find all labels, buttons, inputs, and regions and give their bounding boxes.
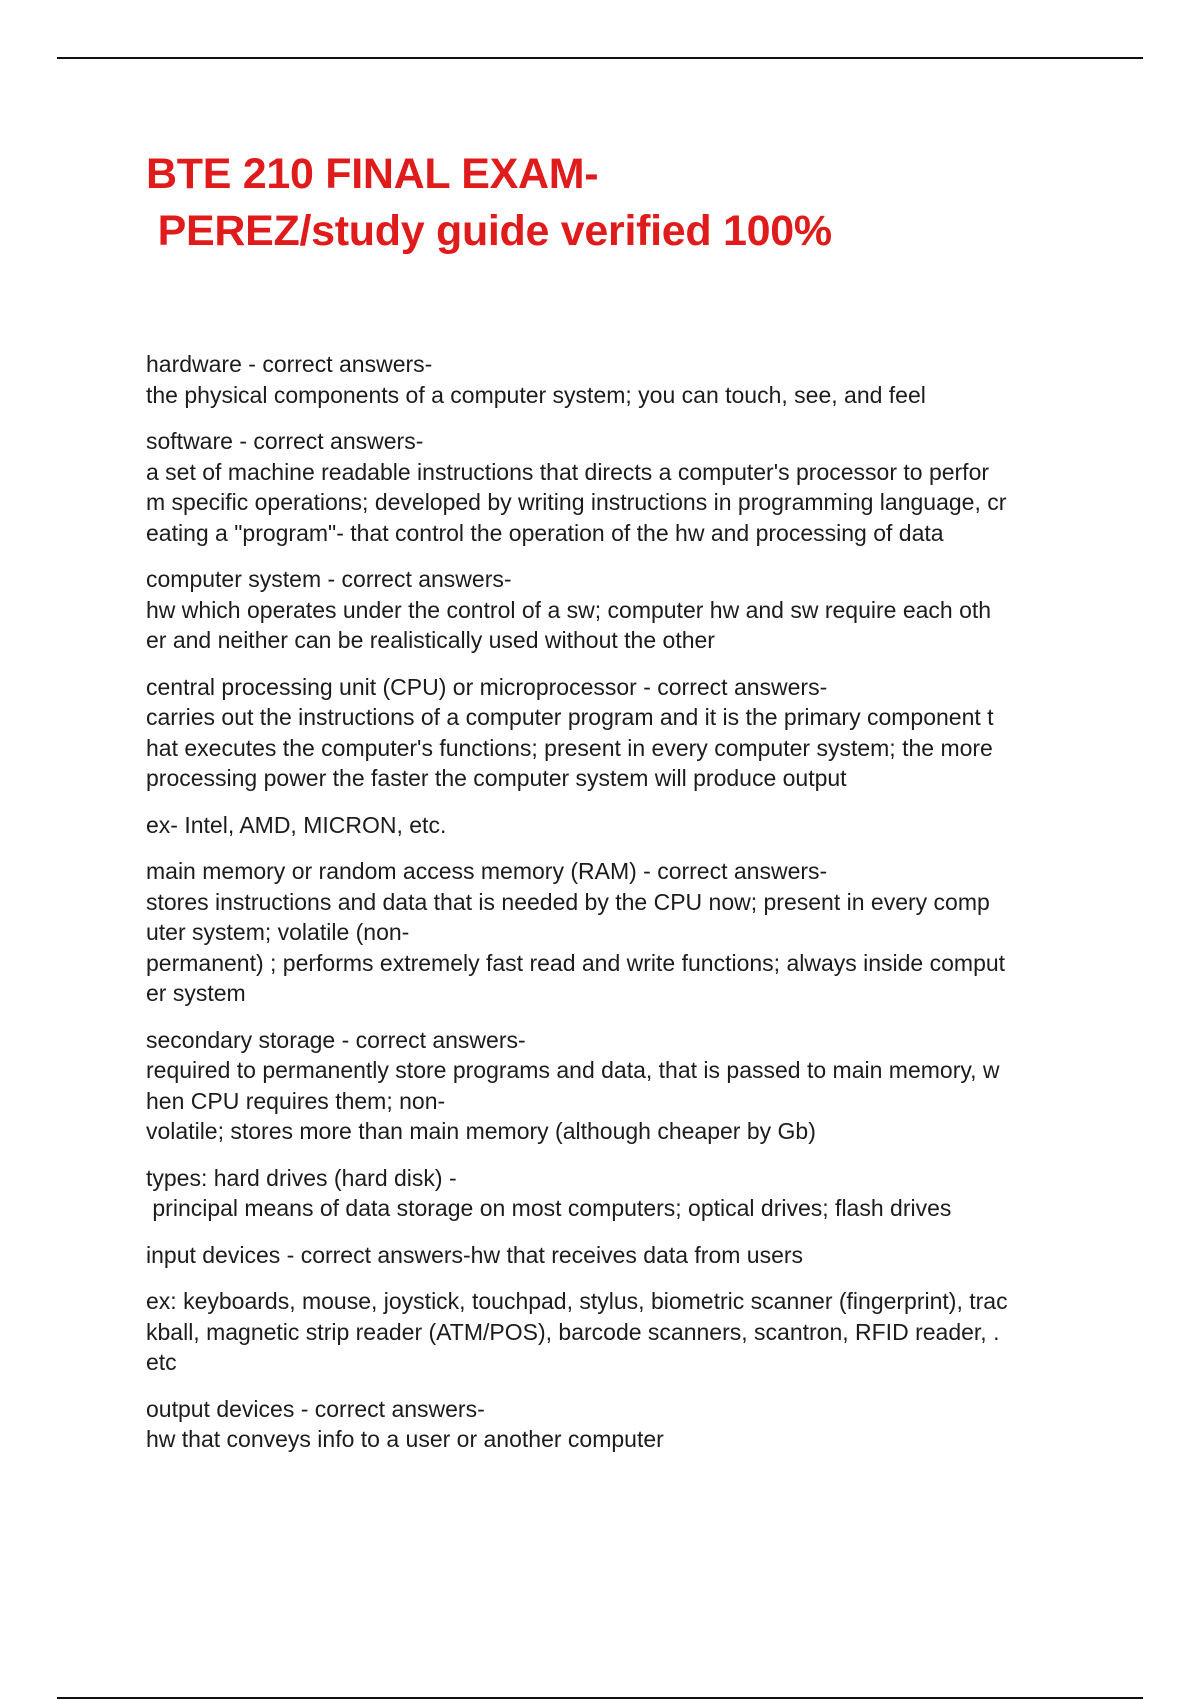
text-line: carries out the instructions of a computer program and it is the primary component t <box>146 704 994 730</box>
text-line: m specific operations; developed by writing instructions in programming language, cr <box>146 489 1007 515</box>
text-line: input devices - correct answers-hw that receives data from users <box>146 1241 804 1268</box>
text-line: uter system; volatile (non- <box>146 919 410 945</box>
entry-hardware <box>146 349 1086 410</box>
entry-main-memory <box>146 856 1086 1009</box>
text-line: processing power the faster the computer system will produce output <box>146 765 847 791</box>
bottom-divider <box>57 1697 1143 1699</box>
title-line-2: PEREZ/study guide verified 100% <box>146 207 832 255</box>
study-guide-body <box>146 349 1086 1471</box>
text-line: stores instructions and data that is needed by the CPU now; present in every comp <box>146 888 990 915</box>
text-line: ex: keyboards, mouse, joystick, touchpad, stylus, biometric scanner (fingerprint), trac <box>146 1288 1008 1314</box>
text-line: er system <box>146 980 246 1006</box>
text-line: etc <box>146 1349 177 1375</box>
entry-computer-system <box>146 564 1086 656</box>
entry-cpu <box>146 672 1086 794</box>
text-line: types: hard drives (hard disk) - <box>146 1164 457 1191</box>
text-line: kball, magnetic strip reader (ATM/POS), barcode scanners, scantron, RFID reader, . <box>146 1318 1000 1345</box>
text-line: hw which operates under the control of a sw; computer hw and sw require each oth <box>146 596 992 623</box>
entry-input-examples <box>146 1286 1086 1378</box>
title-line-1: BTE 210 FINAL EXAM- <box>146 150 599 198</box>
text-line: central processing unit (CPU) or microprocessor - correct answers- <box>146 673 828 700</box>
document-title <box>146 146 832 260</box>
entry-cpu-examples <box>146 810 1086 841</box>
entry-output-devices <box>146 1394 1086 1455</box>
text-line: a set of machine readable instructions that directs a computer's processor to perfor <box>146 458 990 485</box>
text-line: ex- Intel, AMD, MICRON, etc. <box>146 811 447 838</box>
text-line: er and neither can be realistically used without the other <box>146 627 715 653</box>
text-line: computer system - correct answers- <box>146 566 512 592</box>
text-line: secondary storage - correct answers- <box>146 1026 526 1053</box>
top-divider <box>57 57 1143 59</box>
text-line: output devices - correct answers- <box>146 1395 485 1422</box>
entry-software <box>146 426 1086 548</box>
entry-secondary-storage <box>146 1025 1086 1147</box>
text-line: hardware - correct answers- <box>146 351 433 377</box>
text-line: required to permanently store programs and data, that is passed to main memory, w <box>146 1057 1000 1083</box>
entry-input-devices <box>146 1240 1086 1271</box>
text-line: permanent) ; performs extremely fast read and write functions; always inside comput <box>146 949 1006 976</box>
text-line: main memory or random access memory (RAM) - correct answers- <box>146 858 828 884</box>
text-line: hat executes the computer's functions; present in every computer system; the more <box>146 734 993 761</box>
text-line: volatile; stores more than main memory (although cheaper by Gb) <box>146 1118 816 1144</box>
entry-storage-types <box>146 1163 1086 1224</box>
text-line: hw that conveys info to a user or another computer <box>146 1426 664 1452</box>
text-line: software - correct answers- <box>146 428 424 454</box>
text-line: hen CPU requires them; non- <box>146 1087 446 1114</box>
text-line: principal means of data storage on most computers; optical drives; flash drives <box>146 1195 952 1221</box>
text-line: eating a "program"- that control the operation of the hw and processing of data <box>146 519 944 546</box>
text-line: the physical components of a computer system; you can touch, see, and feel <box>146 381 926 408</box>
